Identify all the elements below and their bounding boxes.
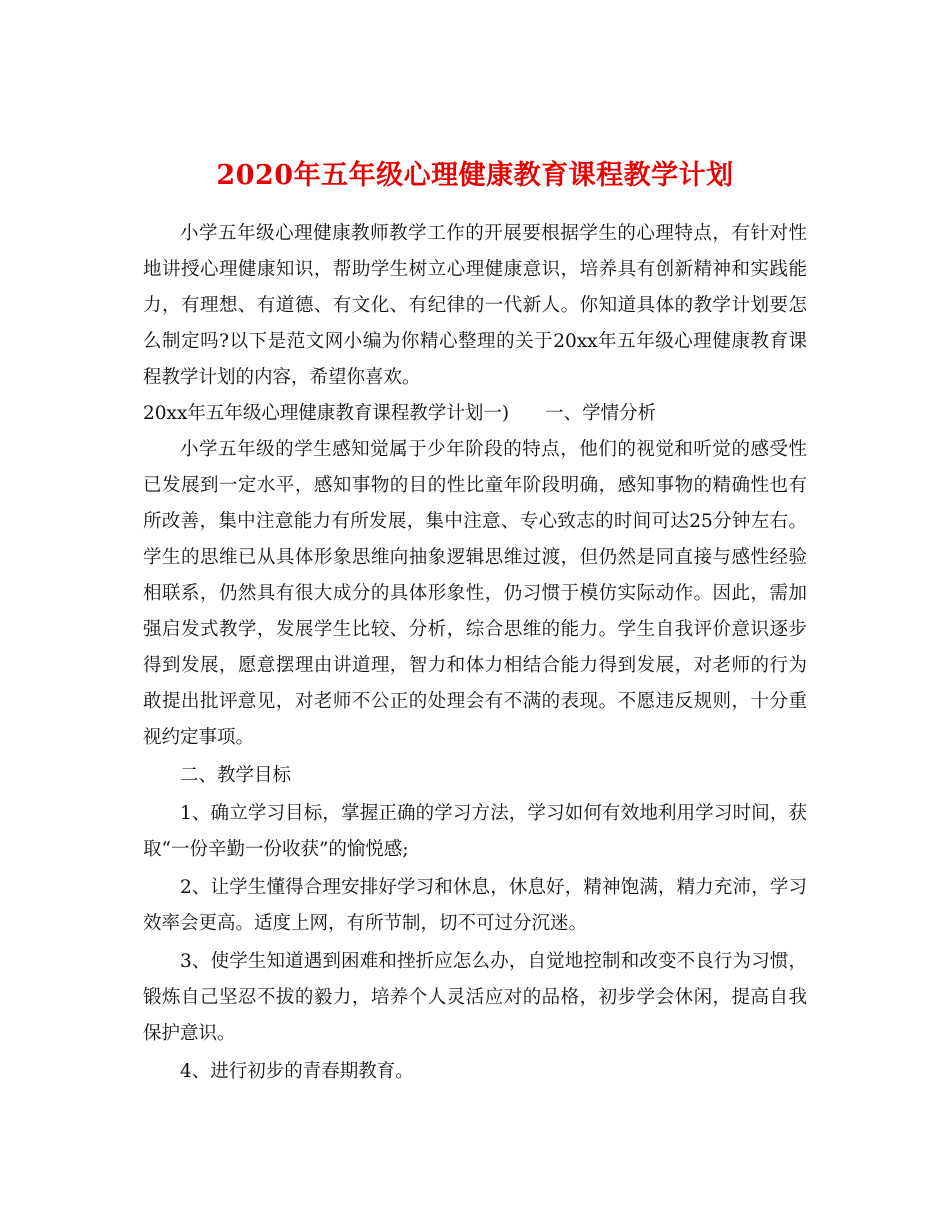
goal-item-2: 2、让学生懂得合理安排好学习和休息，休息好，精神饱满，精力充沛，学习效率会更高。适度上网，有所节制，切不可过分沉迷。 [143, 877, 807, 934]
section1-paragraph: 小学五年级的学生感知觉属于少年阶段的特点，他们的视觉和听觉的感受性已发展到一定水平，感知事物的目的性比童年阶段明确，感知事物的精确性也有所改善，集中注意能力有所发展，集中注意、专心致志的时间可达25分钟左右。学生的思维已从具体形象思维向抽象逻辑思维过渡，但仍然是同直接与感性经验相联系，仍然具有很大成分的具体形象性，仍习惯于模仿实际动作。因此，需加强启发式教学，发展学生比较、分析，综合思维的能力。学生自我评价意识逐步得到发展，愿意摆理由讲道理，智力和体力相结合能力得到发展，对老师的行为敢提出批评意见，对老师不公正的处理会有不满的表现。不愿违反规则，十分重视约定事项。 [143, 439, 807, 748]
goal-item-4: 4、进行初步的青春期教育。 [180, 1061, 414, 1082]
section2-heading: 二、教学目标 [180, 765, 292, 786]
document-title: 2020年五年级心理健康教育课程教学计划 [216, 160, 734, 192]
intro-paragraph: 小学五年级心理健康教师教学工作的开展要根据学生的心理特点，有针对性地讲授心理健康知识，帮助学生树立心理健康意识，培养具有创新精神和实践能力，有理想、有道德、有文化、有纪律的一代新人。你知道具体的教学计划要怎么制定吗?以下是范文网小编为你精心整理的关于20xx年五年级心理健康教育课程教学计划的内容，希望你喜欢。 [143, 223, 807, 388]
section1-heading: 一、学情分析 [545, 403, 657, 424]
document-body [143, 216, 807, 1090]
goal-item-1: 1、确立学习目标，掌握正确的学习方法，学习如何有效地利用学习时间，获取“一份辛勤一份收获”的愉悦感; [143, 803, 807, 860]
plan-heading: 20xx年五年级心理健康教育课程教学计划一) [143, 403, 510, 424]
plan-heading-line [143, 396, 807, 432]
goal-item-3: 3、使学生知道遇到困难和挫折应怎么办，自觉地控制和改变不良行为习惯，锻炼自己坚忍不拔的毅力，培养个人灵活应对的品格，初步学会休闲，提高自我保护意识。 [143, 951, 807, 1044]
